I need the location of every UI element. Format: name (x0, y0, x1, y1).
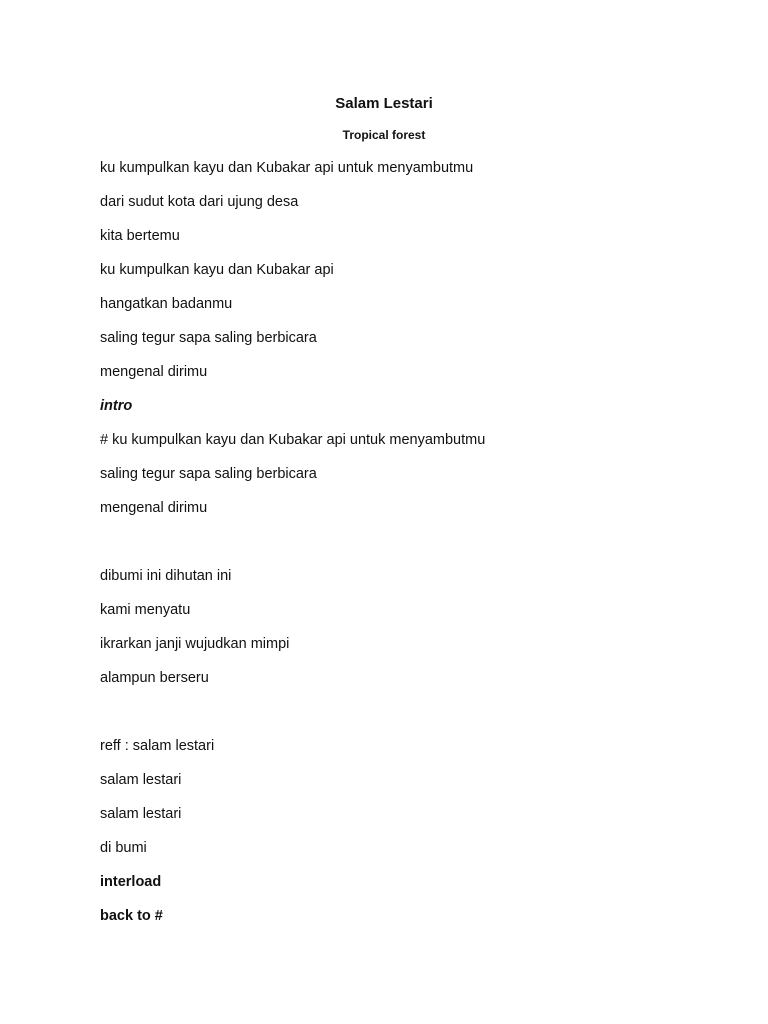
lyric-line: salam lestari (100, 772, 182, 788)
blank-line (100, 701, 720, 735)
lyric-line: saling tegur sapa saling berbicara (100, 466, 317, 482)
lyric-line: alampun berseru (100, 670, 209, 686)
lyric-line: kita bertemu (100, 228, 180, 244)
lyric-line: saling tegur sapa saling berbicara (100, 330, 317, 346)
lyric-line: hangatkan badanmu (100, 296, 233, 312)
lyrics-body (100, 157, 720, 939)
lyric-line: mengenal dirimu (100, 364, 208, 380)
lyric-line: ku kumpulkan kayu dan Kubakar api (100, 262, 334, 278)
lyric-line: ku kumpulkan kayu dan Kubakar api untuk menyambutmu (100, 160, 474, 176)
song-subtitle: Tropical forest (342, 128, 426, 142)
lyric-line: reff : salam lestari (100, 738, 215, 754)
lyric-line: ikrarkan janji wujudkan mimpi (100, 636, 290, 652)
lyric-line: mengenal dirimu (100, 500, 208, 516)
lyric-line: kami menyatu (100, 602, 191, 618)
lyric-line: dari sudut kota dari ujung desa (100, 194, 299, 210)
lyric-line: back to # (100, 908, 163, 924)
lyric-line: # ku kumpulkan kayu dan Kubakar api untuk menyambutmu (100, 432, 486, 448)
lyric-line: intro (100, 398, 133, 414)
song-title: Salam Lestari (335, 95, 433, 112)
lyric-line: dibumi ini dihutan ini (100, 568, 232, 584)
blank-line (100, 531, 720, 565)
lyric-line: interload (100, 874, 162, 890)
lyric-line: di bumi (100, 840, 147, 856)
lyric-line: salam lestari (100, 806, 182, 822)
